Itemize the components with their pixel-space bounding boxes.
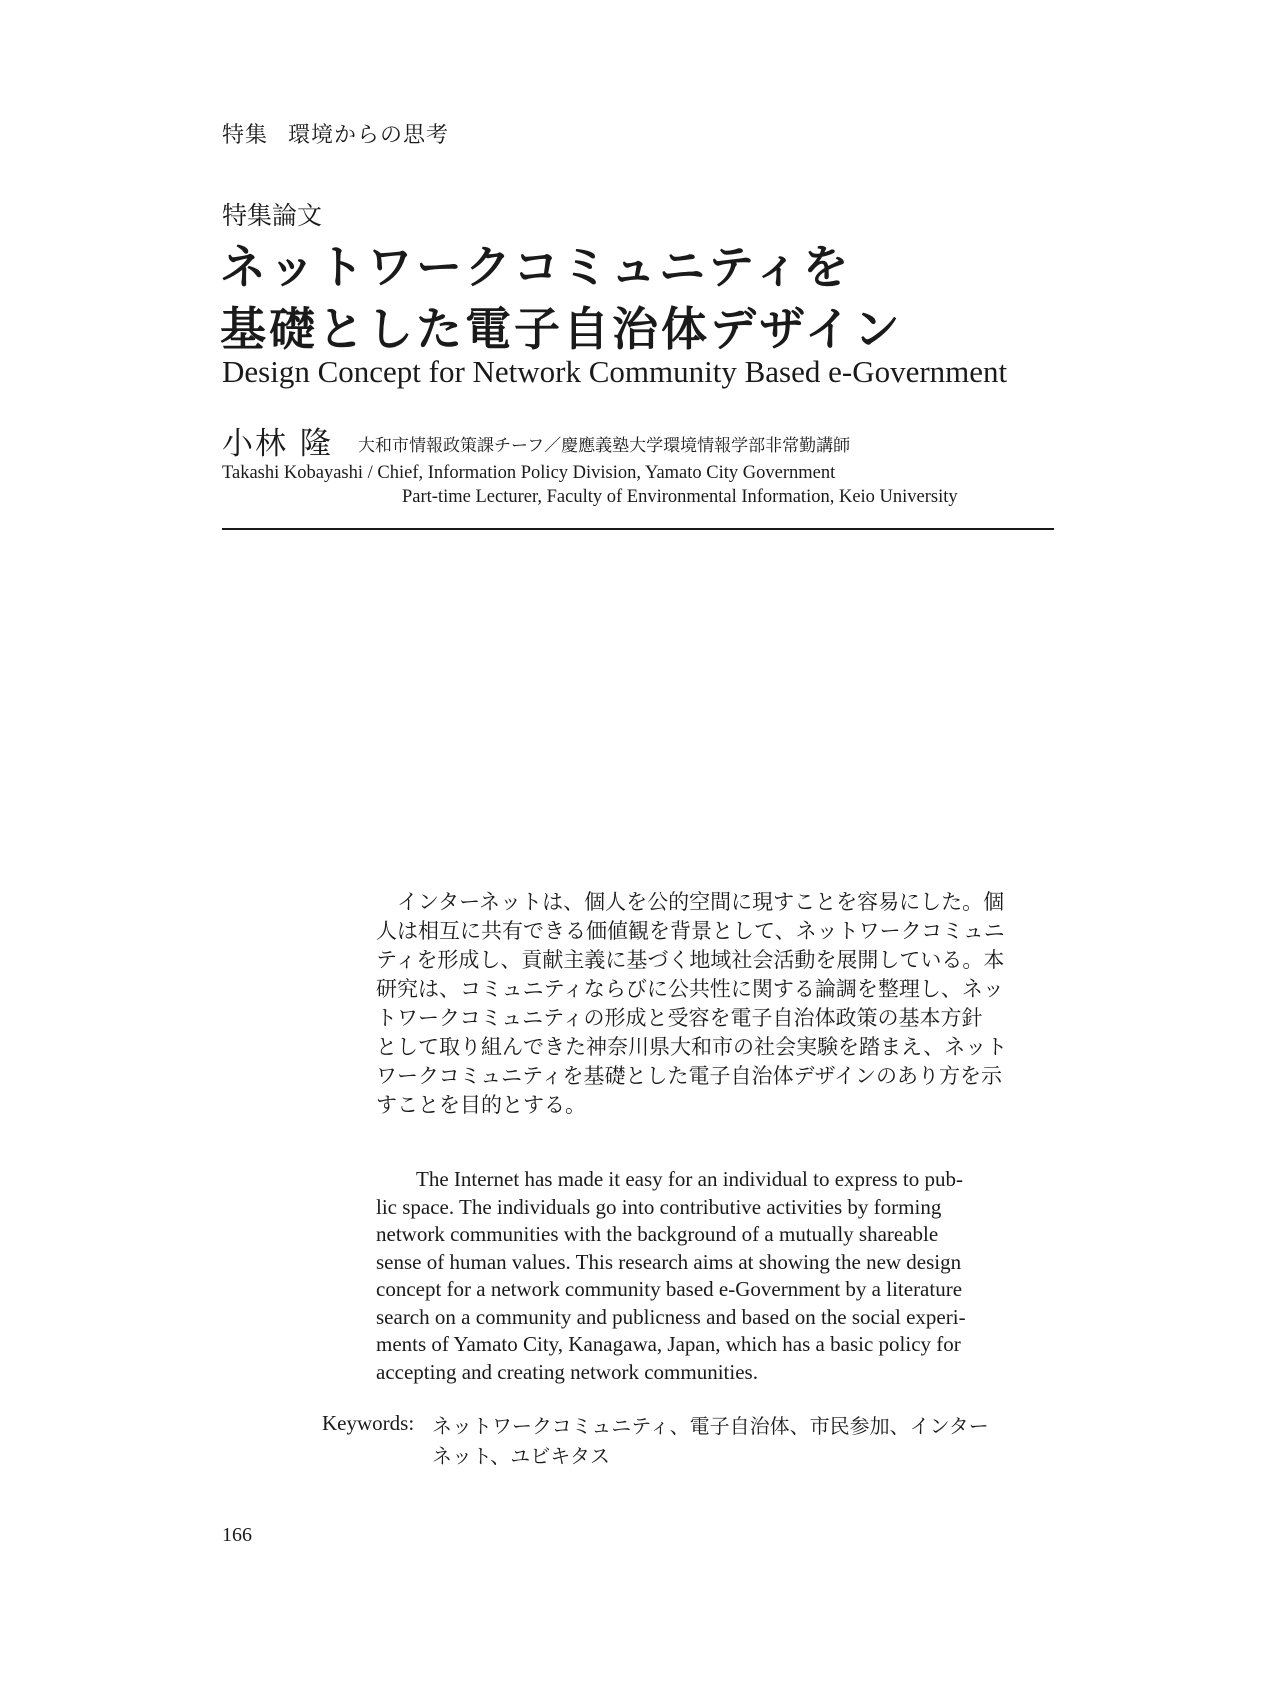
author-affiliation-jp: 大和市情報政策課チーフ／慶應義塾大学環境情報学部非常勤講師 xyxy=(358,436,851,456)
keywords-text xyxy=(432,1411,989,1471)
author-line-en: Takashi Kobayashi / Chief, Information Policy Division, Yamato City Government xyxy=(222,463,836,483)
title-jp-line: 基礎とした電子自治体デザイン xyxy=(220,302,903,356)
abstract-jp-line: ティを形成し、貢献主義に基づく地域社会活動を展開している。本 xyxy=(376,948,1005,972)
abstract-en-line: The Internet has made it easy for an individual to express to pub- xyxy=(416,1167,964,1191)
keywords-label: Keywords: xyxy=(322,1411,415,1435)
keywords-line: ネットワークコミュニティ、電子自治体、市民参加、インター xyxy=(432,1414,989,1438)
abstract-jp-line: インターネットは、個人を公的空間に現すことを容易にした。個 xyxy=(376,890,1005,914)
abstract-en-line: sense of human values. This research aims at showing the new design xyxy=(376,1249,962,1274)
abstract-jp-line: として取り組んできた神奈川県大和市の社会実験を踏まえ、ネット xyxy=(376,1035,1008,1059)
abstract-en xyxy=(376,1166,1056,1386)
abstract-en-line: search on a community and publicness and based on the social experi- xyxy=(376,1304,966,1329)
abstract-jp-line: 研究は、コミュニティならびに公共性に関する論調を整理し、ネッ xyxy=(376,977,1004,1001)
section-label: 特集 xyxy=(222,123,269,148)
author-line-en: Part-time Lecturer, Faculty of Environmental Information, Keio University xyxy=(402,487,958,507)
abstract-en-line: ments of Yamato City, Kanagawa, Japan, which has a basic policy for xyxy=(376,1332,961,1356)
abstract-jp-line: 人は相互に共有できる価値観を背景として、ネットワークコミュニ xyxy=(376,919,1005,943)
title-jp-line: ネットワークコミュニティを xyxy=(220,240,852,294)
running-header xyxy=(222,118,449,149)
abstract-en-line: lic space. The individuals go into contributive activities by forming xyxy=(376,1194,942,1219)
page-number: 166 xyxy=(222,1524,252,1546)
title-en: Design Concept for Network Community Based e-Government xyxy=(222,354,1008,389)
article-type-label: 特集論文 xyxy=(222,201,323,230)
abstract-jp-line: ワークコミュニティを基礎とした電子自治体デザインのあり方を示 xyxy=(376,1064,1003,1088)
abstract-jp-line: すことを目的とする。 xyxy=(376,1093,586,1117)
abstract-en-line: accepting and creating network communities. xyxy=(376,1359,758,1384)
title-jp xyxy=(220,236,903,360)
header-divider xyxy=(222,528,1054,530)
abstract-en-line: network communities with the background of a mutually shareable xyxy=(376,1222,939,1246)
abstract-en-line: concept for a network community based e-Government by a literature xyxy=(376,1277,963,1301)
keywords-line: ネット、ユビキタス xyxy=(432,1444,610,1468)
section-title: 環境からの思考 xyxy=(288,123,450,148)
author-name-jp: 小林 隆 xyxy=(222,426,333,462)
abstract-jp xyxy=(376,888,1056,1120)
abstract-jp-line: トワークコミュニティの形成と受容を電子自治体政策の基本方針 xyxy=(376,1006,983,1030)
